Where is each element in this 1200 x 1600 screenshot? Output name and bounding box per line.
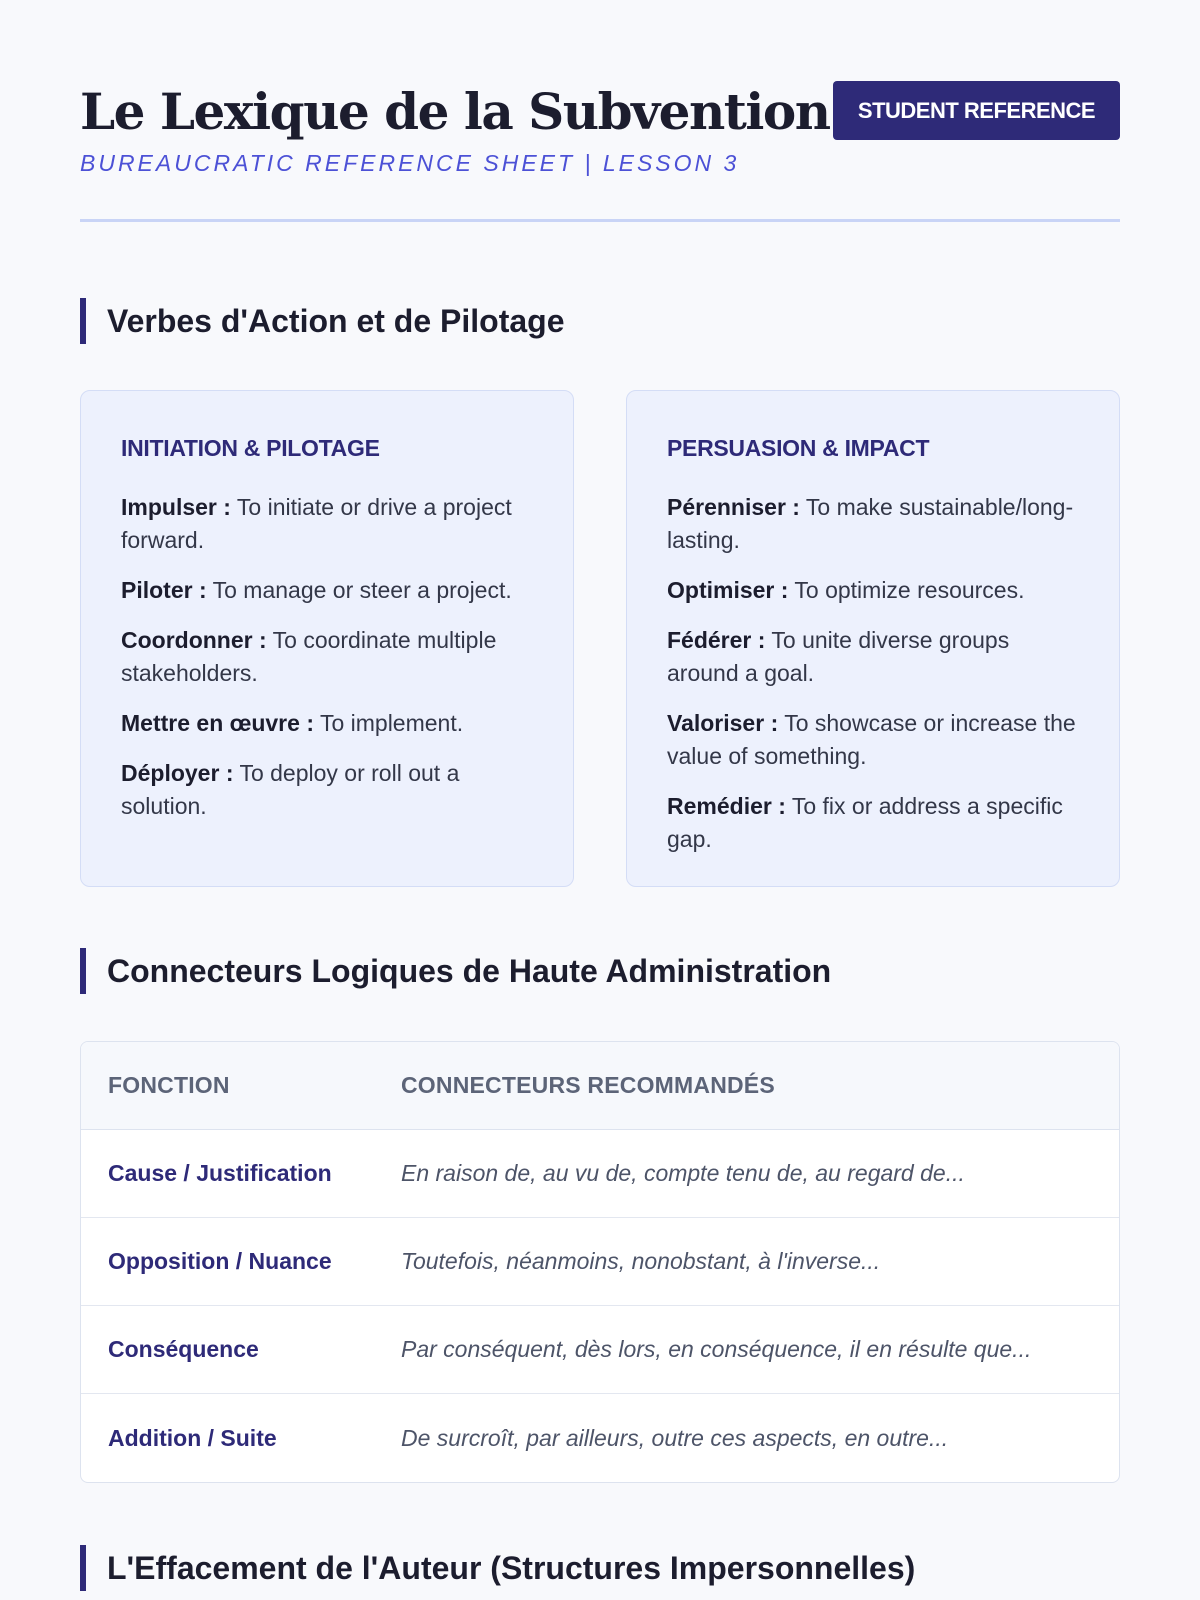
term-word: Valoriser : [667,710,779,736]
card-title: INITIATION & PILOTAGE [121,435,380,461]
page-header [80,0,1120,224]
term-definition: To showcase or increase the value of something. [667,710,1076,769]
term-word: Déployer : [121,760,234,786]
connectors-table [80,1041,1120,1483]
row-function: Addition / Suite [108,1424,277,1451]
column-header-function: FONCTION [108,1072,230,1098]
card-initiation-pilotage [80,390,574,887]
term-item [667,790,1079,856]
section-heading-connectors: Connecteurs Logiques de Haute Administration [80,948,831,994]
section-heading-verbs: Verbes d'Action et de Pilotage [80,298,565,344]
table-row [81,1130,1119,1218]
term-word: Mettre en œuvre : [121,710,314,736]
row-connectors: De surcroît, par ailleurs, outre ces aspects, en outre... [401,1424,949,1451]
term-item [121,624,533,690]
term-item [121,757,533,823]
row-function: Opposition / Nuance [108,1248,332,1274]
term-definition: To manage or steer a project. [206,577,512,603]
page-subtitle: BUREAUCRATIC REFERENCE SHEET | LESSON 3 [80,150,740,176]
term-item [121,491,533,557]
table-header-row [81,1042,1119,1130]
section-heading-impersonal: L'Effacement de l'Auteur (Structures Impersonnelles) [80,1545,915,1591]
page-title: Le Lexique de la Subvention [80,82,830,141]
term-definition: To make sustainable/long-lasting. [667,494,1074,553]
term-item [667,707,1079,773]
row-connectors: En raison de, au vu de, compte tenu de, au regard de... [401,1160,965,1186]
term-definition: To fix or address a specific gap. [667,793,1063,852]
term-item [667,491,1079,557]
row-connectors: Toutefois, néanmoins, nonobstant, à l'inverse... [401,1248,881,1274]
header-divider [80,219,1120,222]
row-function: Cause / Justification [108,1160,332,1186]
term-definition: To initiate or drive a project forward. [121,494,512,553]
term-word: Optimiser : [667,577,789,603]
column-header-connectors: CONNECTEURS RECOMMANDÉS [401,1072,775,1098]
term-item [667,574,1079,607]
term-word: Coordonner : [121,627,267,653]
term-word: Fédérer : [667,627,766,653]
term-word: Remédier : [667,793,786,819]
term-word: Pérenniser : [667,494,800,520]
term-definition: To deploy or roll out a solution. [121,760,460,819]
term-word: Impulser : [121,494,231,520]
term-item [667,624,1079,690]
term-definition: To coordinate multiple stakeholders. [121,627,497,686]
table-row [81,1394,1119,1482]
term-item [121,707,533,740]
table-row [81,1218,1119,1306]
reference-sheet [80,0,1120,1586]
term-definition: To optimize resources. [788,577,1025,603]
term-definition: To unite diverse groups around a goal. [667,627,1010,686]
student-reference-button[interactable]: STUDENT REFERENCE [833,81,1120,140]
row-connectors: Par conséquent, dès lors, en conséquence, il en résulte que... [401,1336,1032,1362]
term-word: Piloter : [121,577,207,603]
term-item [121,574,533,607]
term-definition: To implement. [313,710,464,736]
card-persuasion-impact [626,390,1120,887]
row-function: Conséquence [108,1336,259,1362]
table-row [81,1306,1119,1394]
card-title: PERSUASION & IMPACT [667,435,930,461]
